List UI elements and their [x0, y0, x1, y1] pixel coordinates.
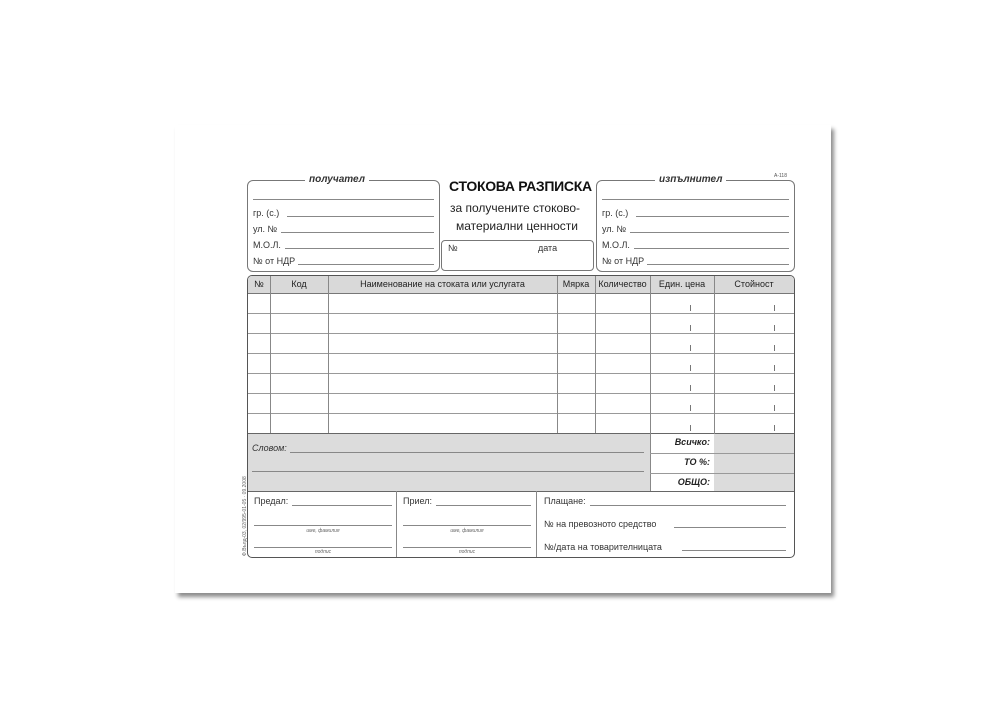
contractor-mol-field[interactable] [634, 248, 789, 249]
header-unit-price: Един. цена [650, 276, 714, 293]
waybill-label: №/дата на товарителницата [544, 542, 662, 552]
footer-col-1 [396, 491, 397, 557]
received-label: Приел: [403, 496, 432, 506]
handed-name-field[interactable] [254, 525, 392, 526]
words-line-1[interactable] [290, 452, 644, 453]
form-code: А-118 [774, 173, 787, 179]
number-label: № [448, 243, 458, 253]
recipient-title: получател [305, 174, 369, 185]
contractor-city-field[interactable] [636, 216, 789, 217]
total-all-label: Всичко: [674, 437, 710, 447]
row-line-5 [248, 393, 794, 394]
items-table [247, 275, 795, 558]
vehicle-field[interactable] [674, 527, 786, 528]
totals-end-line [248, 491, 794, 492]
payment-label: Плащане: [544, 496, 586, 506]
totals-line-1 [650, 453, 794, 454]
recipient-city-label: гр. (с.) [253, 208, 280, 218]
row-line-3 [248, 353, 794, 354]
handed-name-caption: име, фамилия [306, 528, 340, 534]
recipient-mol-label: М.О.Л. [253, 240, 281, 250]
contractor-vat-label: № от НДР [602, 256, 645, 266]
header-quantity: Количество [595, 276, 650, 293]
form-subtitle-line2: материални ценности [456, 219, 578, 233]
recipient-blank-line[interactable] [253, 199, 434, 200]
handed-label: Предал: [254, 496, 289, 506]
contractor-vat-field[interactable] [647, 264, 789, 265]
price-tick [690, 365, 691, 371]
value-tick [774, 305, 775, 311]
col-line-3 [557, 276, 558, 433]
waybill-field[interactable] [682, 550, 786, 551]
price-tick [690, 325, 691, 331]
form-title: СТОКОВА РАЗПИСКА [449, 178, 592, 194]
received-name-caption: име, фамилия [450, 528, 484, 534]
value-tick [774, 425, 775, 431]
col-line-2 [328, 276, 329, 433]
header-unit: Мярка [557, 276, 595, 293]
value-tick [774, 345, 775, 351]
contractor-city-label: гр. (с.) [602, 208, 629, 218]
handed-signature-field[interactable] [254, 547, 392, 548]
words-label: Словом: [252, 443, 287, 453]
header-divider [248, 293, 794, 294]
price-tick [690, 425, 691, 431]
totals-shade [714, 434, 794, 491]
footer-col-2 [536, 491, 537, 557]
date-label: дата [538, 243, 558, 253]
row-line-1 [248, 313, 794, 314]
received-signature-caption: подпис [458, 549, 476, 555]
vehicle-label: № на превозното средство [544, 519, 657, 529]
contractor-mol-label: М.О.Л. [602, 240, 630, 250]
header-name: Наименование на стоката или услугата [328, 276, 557, 293]
recipient-city-field[interactable] [287, 216, 434, 217]
row-line-6 [248, 413, 794, 414]
row-line-2 [248, 333, 794, 334]
words-line-2[interactable] [252, 471, 644, 472]
recipient-vat-label: № от НДР [253, 256, 296, 266]
header-code: Код [270, 276, 328, 293]
row-line-4 [248, 373, 794, 374]
number-date-box [441, 240, 594, 271]
value-tick [774, 405, 775, 411]
totals-line-2 [650, 473, 794, 474]
received-signature-field[interactable] [403, 547, 531, 548]
handed-signature-caption: подпис [314, 549, 332, 555]
contractor-street-field[interactable] [630, 232, 789, 233]
price-tick [690, 345, 691, 351]
value-tick [774, 385, 775, 391]
contractor-blank-line[interactable] [602, 199, 789, 200]
price-tick [690, 305, 691, 311]
form-subtitle-line1: за получените стоково- [450, 201, 581, 215]
recipient-street-label: ул. № [253, 224, 278, 234]
col-line-4 [595, 276, 596, 433]
payment-field[interactable] [590, 505, 786, 506]
received-field[interactable] [436, 505, 531, 506]
vat-label: ТО %: [684, 457, 710, 467]
grand-total-label: ОБЩО: [677, 477, 710, 487]
header-number: № [248, 276, 270, 293]
header-value: Стойност [714, 276, 794, 293]
contractor-street-label: ул. № [602, 224, 627, 234]
value-tick [774, 325, 775, 331]
received-name-field[interactable] [403, 525, 531, 526]
handed-field[interactable] [292, 505, 392, 506]
price-tick [690, 385, 691, 391]
contractor-title: изпълнител [655, 174, 726, 185]
words-shade [248, 434, 650, 491]
recipient-street-field[interactable] [281, 232, 434, 233]
recipient-mol-field[interactable] [285, 248, 434, 249]
recipient-vat-field[interactable] [298, 264, 434, 265]
col-line-1 [270, 276, 271, 433]
price-tick [690, 405, 691, 411]
col-line-5 [650, 276, 651, 491]
value-tick [774, 365, 775, 371]
print-info: Ф.Вълд-03, 02/995-01-05 · 09.2008 [242, 476, 248, 556]
